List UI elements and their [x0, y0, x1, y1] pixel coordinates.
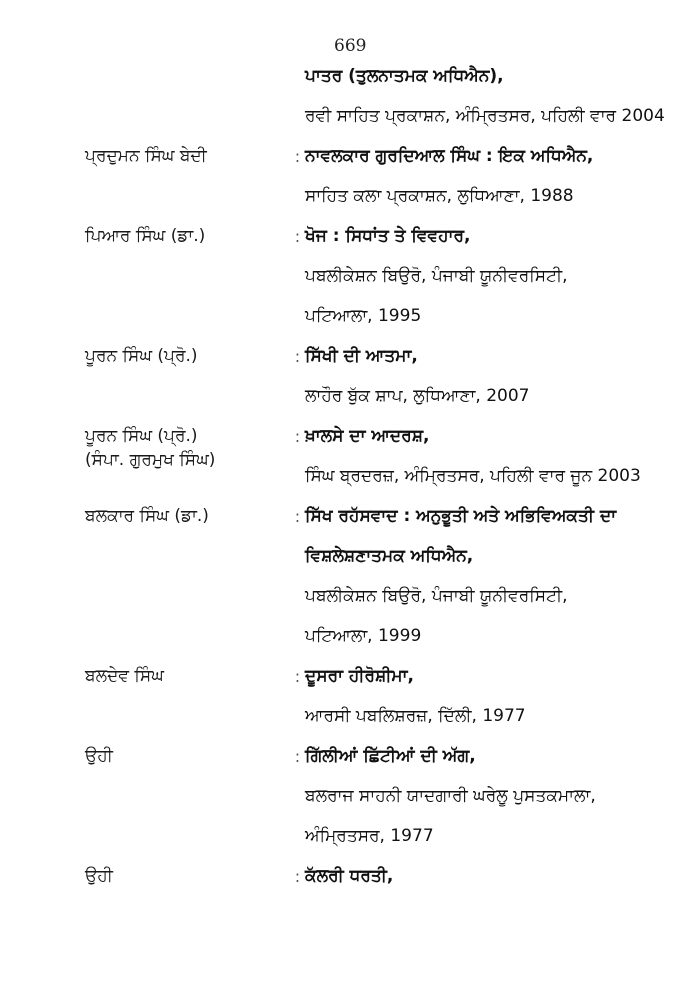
- author-line: (ਸੰਪਾ. ਗੁਰਮੁਖ ਸਿੰਘ): [85, 450, 216, 470]
- author-name: [85, 506, 290, 527]
- detail-line: ਆਰਸੀ ਪਬਲਿਸ਼ਰਜ਼, ਦਿੱਲੀ, 1977: [305, 706, 526, 726]
- title-line: ਦੂਸਰਾ ਹੀਰੋਸ਼ੀਮਾ,: [305, 666, 414, 686]
- page-number: 669: [334, 36, 367, 56]
- detail-line: ਸਾਹਿਤ ਕਲਾ ਪ੍ਰਕਾਸ਼ਨ, ਲੁਧਿਆਣਾ, 1988: [305, 186, 574, 206]
- detail-line: ਪਟਿਆਲਾ, 1999: [305, 626, 422, 646]
- title-line: ਵਿਸ਼ਲੇਸ਼ਣਾਤਮਕ ਅਧਿਐਨ,: [305, 546, 474, 566]
- author-name: [85, 746, 290, 767]
- publisher-line: ਰਵੀ ਸਾਹਿਤ ਪ੍ਰਕਾਸ਼ਨ, ਅੰਮ੍ਰਿਤਸਰ, ਪਹਿਲੀ ਵਾਰ 2004: [305, 106, 665, 126]
- detail-line: ਪਬਲੀਕੇਸ਼ਨ ਬਿਉਰੋ, ਪੰਜਾਬੀ ਯੂਨੀਵਰਸਿਟੀ,: [305, 586, 568, 606]
- detail-line: ਲਾਹੌਰ ਬੁੱਕ ਸ਼ਾਪ, ਲੁਧਿਆਣਾ, 2007: [305, 386, 530, 406]
- author-name: [85, 866, 290, 887]
- bibliography-entry: [0, 506, 700, 666]
- separator-colon: :: [294, 747, 301, 766]
- page-content: [0, 66, 700, 906]
- entry-content: [305, 866, 660, 906]
- author-line: ਉਹੀ: [85, 866, 113, 886]
- author-name: [85, 346, 290, 367]
- separator-colon: :: [294, 227, 301, 246]
- entry-content: [305, 426, 660, 506]
- bibliography-entry: [0, 426, 700, 506]
- title-line: ਗਿੱਲੀਆਂ ਛਿੱਟੀਆਂ ਦੀ ਅੱਗ,: [305, 746, 476, 766]
- title-line: ਨਾਵਲਕਾਰ ਗੁਰਦਿਆਲ ਸਿੰਘ : ਇਕ ਅਧਿਐਨ,: [305, 146, 594, 166]
- bibliography-entry: [0, 146, 700, 226]
- detail-line: ਪਬਲੀਕੇਸ਼ਨ ਬਿਉਰੋ, ਪੰਜਾਬੀ ਯੂਨੀਵਰਸਿਟੀ,: [305, 266, 568, 286]
- detail-line: ਪਟਿਆਲਾ, 1995: [305, 306, 422, 326]
- title-line: ਕੱਲਰੀ ਧਰਤੀ,: [305, 866, 394, 886]
- entry-content: [305, 146, 660, 226]
- separator-colon: :: [294, 867, 301, 886]
- title-line: ਖੋਜ : ਸਿਧਾਂਤ ਤੇ ਵਿਵਹਾਰ,: [305, 226, 471, 246]
- separator-colon: :: [294, 427, 301, 446]
- author-name: [85, 226, 290, 247]
- title-line: ਖ਼ਾਲਸੇ ਦਾ ਆਦਰਸ਼,: [305, 426, 430, 446]
- title-line: ਸਿੱਖ ਰਹੱਸਵਾਦ : ਅਨੁਭੂਤੀ ਅਤੇ ਅਭਿਵਿਅਕਤੀ ਦਾ: [305, 506, 617, 526]
- separator-colon: :: [294, 507, 301, 526]
- detail-line: ਸਿੰਘ ਬ੍ਰਦਰਜ਼, ਅੰਮ੍ਰਿਤਸਰ, ਪਹਿਲੀ ਵਾਰ ਜੂਨ 2003: [305, 466, 641, 486]
- continuation-block: [305, 66, 665, 127]
- entry-content: [305, 346, 660, 426]
- entry-content: [305, 666, 660, 746]
- author-line: ਪੂਰਨ ਸਿੰਘ (ਪ੍ਰੋ.): [85, 346, 198, 366]
- author-line: ਪ੍ਰਦੁਮਨ ਸਿੰਘ ਬੇਦੀ: [85, 146, 207, 166]
- title-line: ਸਿੱਖੀ ਦੀ ਆਤਮਾ,: [305, 346, 418, 366]
- author-line: ਪੂਰਨ ਸਿੰਘ (ਪ੍ਰੋ.): [85, 426, 198, 446]
- bibliography-entry: [0, 666, 700, 746]
- entry-content: [305, 746, 660, 866]
- bibliography-entry: [0, 866, 700, 906]
- author-line: ਉਹੀ: [85, 746, 113, 766]
- separator-colon: :: [294, 147, 301, 166]
- separator-colon: :: [294, 667, 301, 686]
- entry-content: [305, 226, 660, 346]
- author-line: ਪਿਆਰ ਸਿੰਘ (ਡਾ.): [85, 226, 206, 246]
- bibliography-entry: [0, 746, 700, 866]
- author-line: ਬਲਦੇਵ ਸਿੰਘ: [85, 666, 164, 686]
- detail-line: ਅੰਮ੍ਰਿਤਸਰ, 1977: [305, 826, 434, 846]
- detail-line: ਬਲਰਾਜ ਸਾਹਨੀ ਯਾਦਗਾਰੀ ਘਰੇਲੂ ਪੁਸਤਕਮਾਲਾ,: [305, 786, 596, 806]
- author-name: [85, 426, 290, 471]
- bibliography-entry: [0, 346, 700, 426]
- author-name: [85, 146, 290, 167]
- entry-content: [305, 506, 660, 666]
- bibliography-list: [0, 146, 700, 906]
- separator-colon: :: [294, 347, 301, 366]
- bibliography-entry: [0, 226, 700, 346]
- book-title-line: ਪਾਤਰ (ਤੁਲਨਾਤਮਕ ਅਧਿਐਨ),: [305, 66, 504, 86]
- author-line: ਬਲਕਾਰ ਸਿੰਘ (ਡਾ.): [85, 506, 209, 526]
- author-name: [85, 666, 290, 687]
